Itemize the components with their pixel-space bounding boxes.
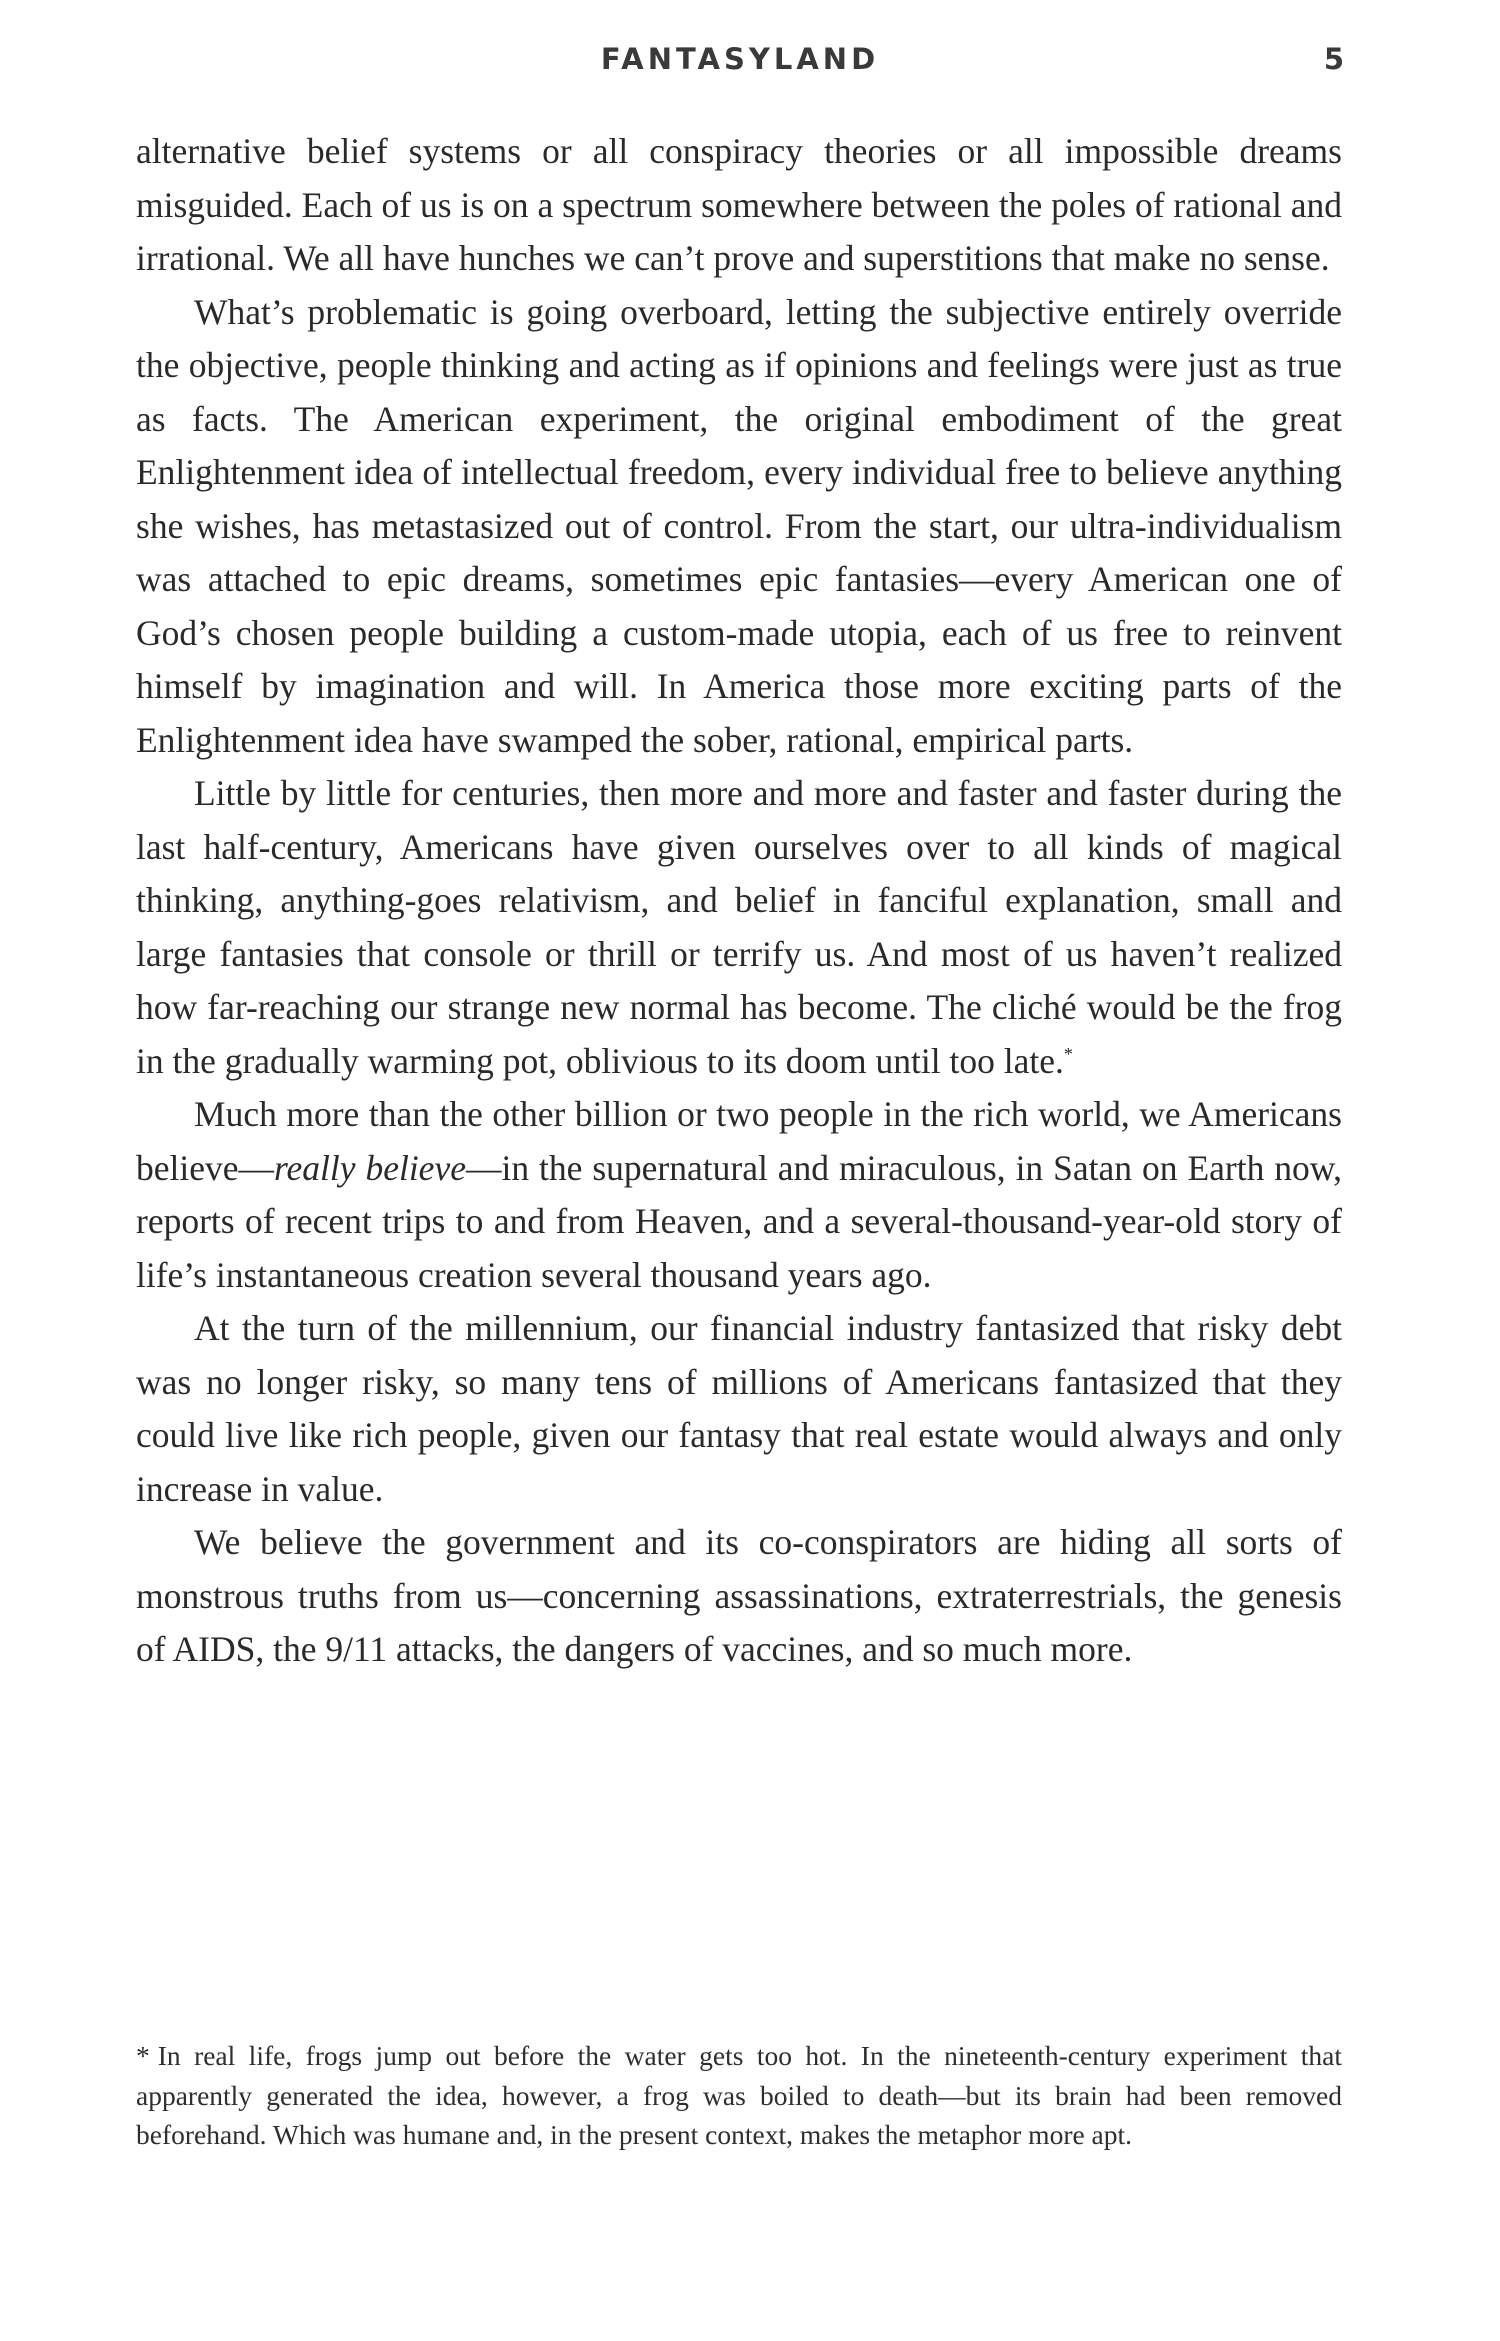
footnote-paragraph [136, 2036, 1342, 2155]
paragraph-4 [136, 1088, 1342, 1302]
paragraph-4-text-start: Much more than the other billion or two people in the rich world, we Americans believe— [136, 1094, 1342, 1188]
paragraph-2: What’s problematic is going overboard, letting the subjective entirely override the objective, people thinking and acting as if opinions and feelings were just as true as facts. The American experiment, the original embodiment of the great Enlightenment idea of intellectual freedom, every individual free to believe anything she wishes, has metastasized out of control. From the start, our ultra-individualism was attached to epic dreams, sometimes epic fantasies—every American one of God’s chosen people building a custom-made utopia, each of us free to reinvent himself by imagination and will. In America those more exciting parts of the Enlightenment idea have swamped the sober, rational, empirical parts. [136, 291, 1342, 760]
running-head [136, 42, 1344, 92]
paragraph-4-emphasis: really believe [274, 1147, 466, 1188]
paragraph-1: alternative belief systems or all conspiracy theories or all impossible dreams misguided. Each of us is on a spectrum somewhere between the poles of rational and irrational. We all have hunches we can’t prove and superstitions that make no sense. [136, 131, 1342, 278]
paragraph-6: We believe the government and its co-conspirators are hiding all sorts of monstrous truths from us—concerning assassinations, extraterrestrials, the genesis of AIDS, the 9/11 attacks, the dangers of vaccines, and so much more. [136, 1522, 1342, 1669]
paragraph-4-text-end: —in the supernatural and miraculous, in Satan on Earth now, reports of recent trips to and from Heaven, and a several-thousand-year-old story of life’s instantaneous creation several thousand years ago. [136, 1147, 1342, 1295]
footnote-text: In real life, frogs jump out before the water gets too hot. In the nineteenth-century experiment that apparently generated the idea, however, a frog was boiled to death—but its brain had been removed beforehand. Which was humane and, in the present context, makes the metaphor more apt. [136, 2040, 1342, 2150]
footnote-mark: * [136, 2040, 150, 2071]
paragraph-3-text: Little by little for centuries, then more and more and faster and faster during the last half-century, Americans have given ourselves over to all kinds of magical thinking, anything-goes relativism, and belief in fanciful explanation, small and large fantasies that console or thrill or terrify us. And most of us haven’t realized how far-reaching our strange new normal has become. The cliché would be the frog in the gradually warming pot, oblivious to its doom until too late. [136, 773, 1342, 1081]
page-number: 5 [1323, 42, 1344, 76]
running-title: FANTASYLAND [600, 42, 880, 76]
paragraph-5: At the turn of the millennium, our financial industry fantasized that risky debt was no longer risky, so many tens of millions of Americans fantasized that they could live like rich people, given our fantasy that real estate would always and only increase in value. [136, 1308, 1342, 1509]
footnote-reference: * [1063, 1043, 1073, 1064]
body-text [136, 125, 1342, 1677]
paragraph-3 [136, 767, 1342, 1088]
footnote [136, 2036, 1342, 2155]
